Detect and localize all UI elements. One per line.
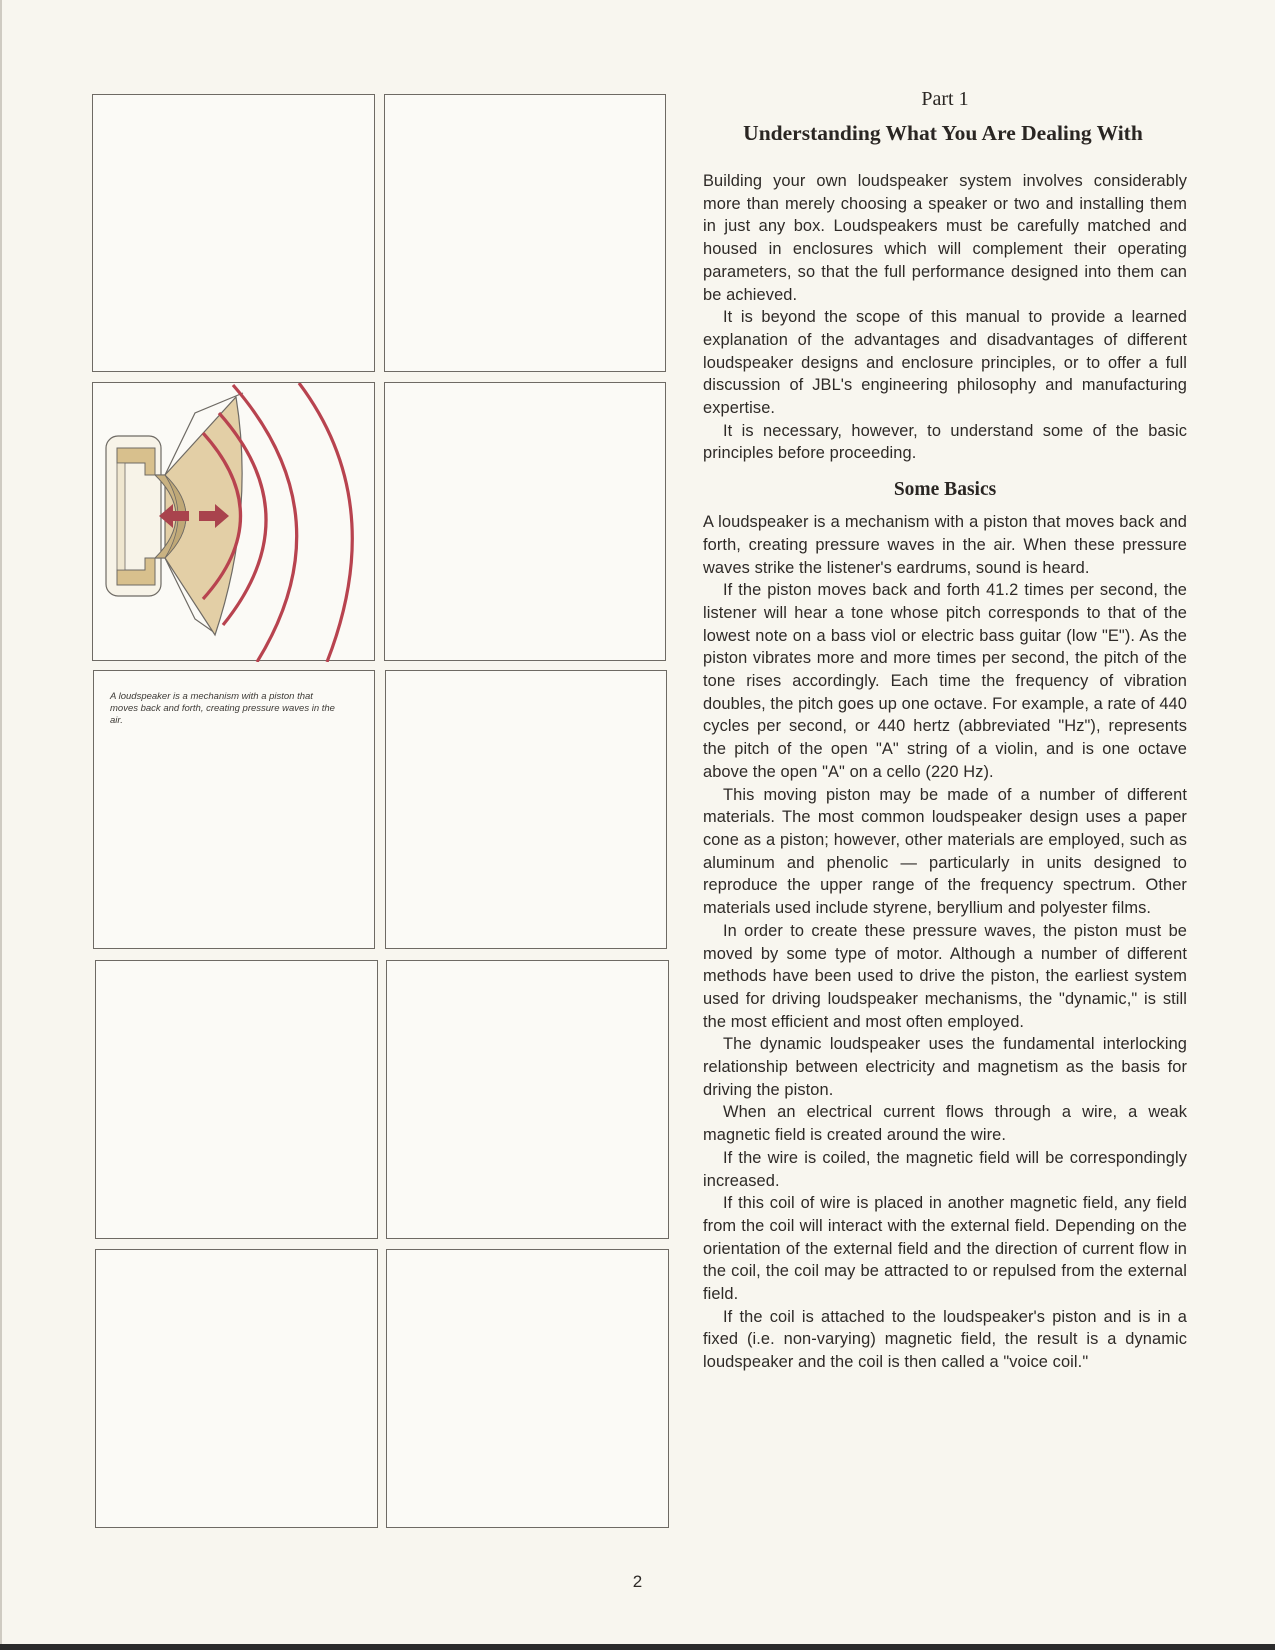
paragraph: If the coil is attached to the loudspeaker's piston and is in a fixed (i.e. non-varying) magnetic field, the result is a dynamic loudspeaker and the coil is then called a "voice coil." — [703, 1307, 1187, 1372]
pressure-wave — [299, 383, 352, 662]
blank-panel — [95, 1249, 378, 1528]
paragraph: In order to create these pressure waves, the piston must be moved by some type of motor. Although a number of different methods have been used to drive the piston, the earliest system used for driving loudspeaker mechanisms, the "dynamic," is still the most efficient and most often employed. — [703, 921, 1187, 1031]
blank-panel — [384, 94, 666, 372]
page-edge — [0, 0, 2, 1650]
caption-panel — [93, 670, 375, 949]
blank-panel — [95, 960, 378, 1239]
part-label: Part 1 — [921, 88, 969, 110]
blank-panel — [385, 670, 667, 949]
speaker-illustration-panel — [92, 382, 375, 661]
paragraph: If this coil of wire is placed in another magnetic field, any field from the coil will interact with the external field. Depending on the orientation of the external field and the direction of current flow in the coil, the coil may be attracted to or repulsed from the external field. — [703, 1194, 1187, 1304]
paragraph: It is necessary, however, to understand some of the basic principles before proceeding. — [703, 421, 1187, 463]
page-edge — [0, 1644, 1275, 1650]
loudspeaker-diagram — [93, 383, 376, 662]
blank-panel — [384, 382, 666, 661]
pole-piece — [117, 463, 125, 570]
blank-panel — [386, 960, 669, 1239]
blank-panel — [92, 94, 375, 372]
figure-caption: A loudspeaker is a mechanism with a piston that moves back and forth, creating pressure waves in the air. — [110, 691, 335, 726]
paragraph: It is beyond the scope of this manual to provide a learned explanation of the advantages and disadvantages of different loudspeaker designs and enclosure principles, or to offer a full discussion of JBL's engineering philosophy and manufacturing expertise. — [703, 308, 1187, 418]
text-column — [703, 88, 1187, 1374]
paragraph: If the piston moves back and forth 41.2 times per second, the listener will hear a tone whose pitch corresponds to that of the lowest note on a bass viol or electric bass guitar (low "E"). As the piston vibrates more and more times per second, the pitch of the tone rises accordingly. Each time the frequency of vibration doubles, the pitch goes up one octave. For example, a rate of 440 cycles per second, or 440 hertz (abbreviated "Hz"), represents the pitch of the open "A" string of a violin, and is one octave above the open "A" on a cello (220 Hz). — [703, 581, 1187, 781]
paragraph: The dynamic loudspeaker uses the fundamental interlocking relationship between electricity and magnetism as the basis for driving the piston. — [703, 1035, 1187, 1099]
page-number: 2 — [632, 1572, 643, 1591]
paragraph: If the wire is coiled, the magnetic field will be correspondingly increased. — [703, 1148, 1187, 1190]
paragraph: When an electrical current flows through a wire, a weak magnetic field is created around the wire. — [703, 1103, 1187, 1145]
blank-panel — [386, 1249, 669, 1528]
section-heading: Some Basics — [893, 479, 997, 501]
paragraph: This moving piston may be made of a number of different materials. The most common loudspeaker design uses a paper cone as a piston; however, other materials are employed, such as aluminum and phenolic — particularly in units designed to reproduce the upper range of the frequency spectrum. Other materials used include styrene, beryllium and polyester films. — [703, 785, 1187, 918]
paragraph: A loudspeaker is a mechanism with a piston that moves back and forth, creating pressure waves in the air. When these pressure waves strike the listener's eardrums, sound is heard. — [703, 513, 1187, 577]
paragraph: Building your own loudspeaker system involves considerably more than merely choosing a speaker or two and installing them in just any box. Loudspeakers must be carefully matched and housed in enclosures which will complement their operating parameters, so that the full performance designed into them can be achieved. — [703, 172, 1187, 304]
page-title: Understanding What You Are Dealing With — [743, 121, 1143, 145]
